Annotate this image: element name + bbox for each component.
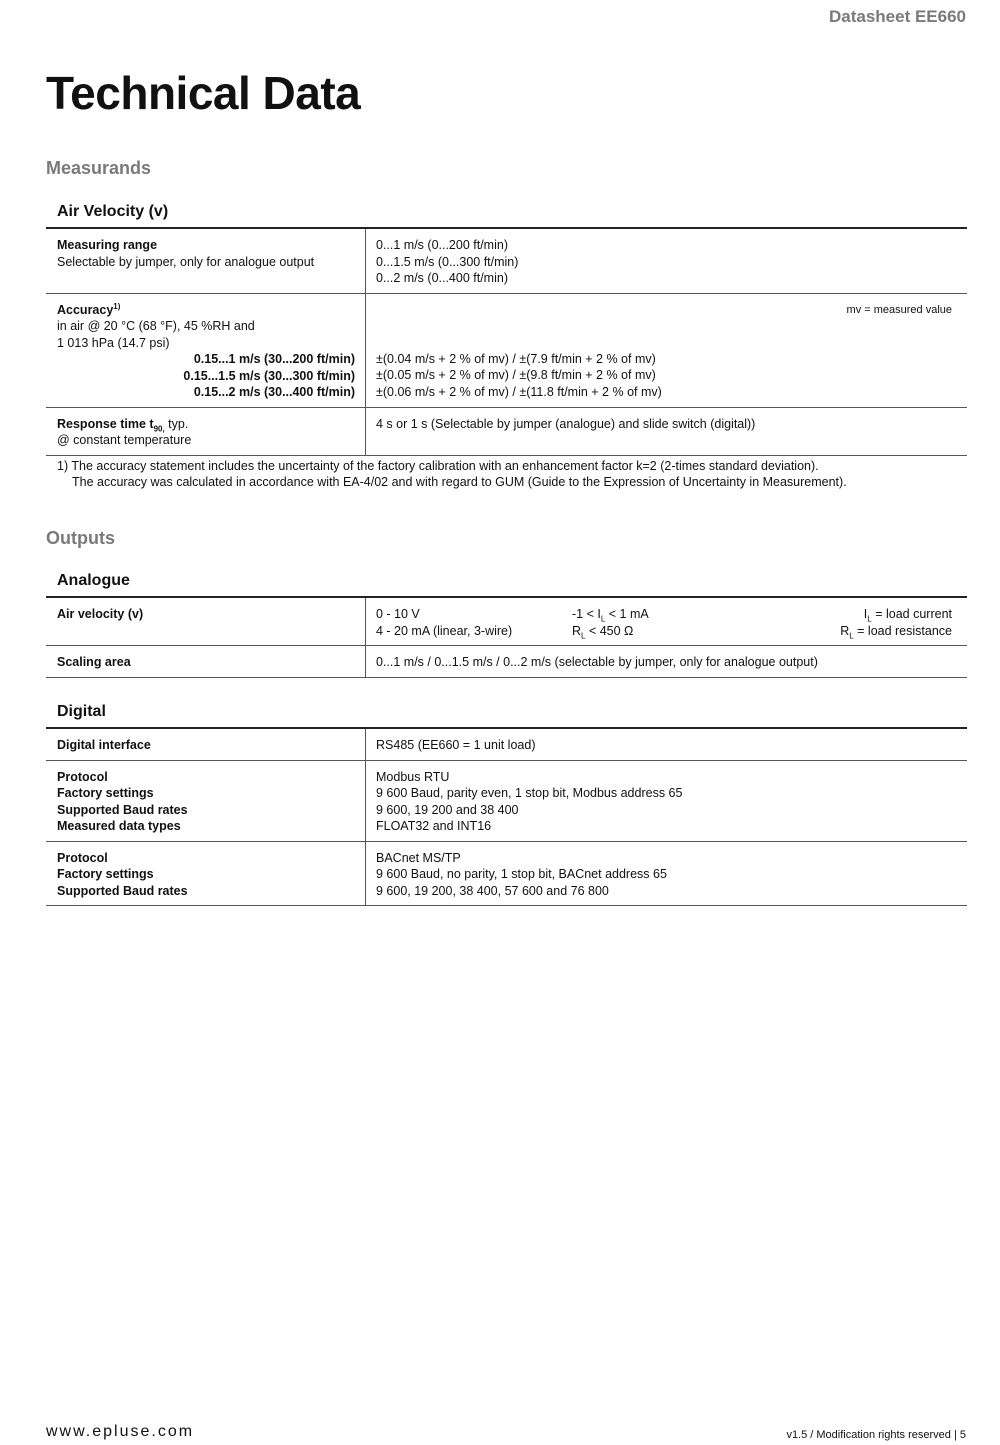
section-title-outputs: Outputs bbox=[46, 528, 115, 548]
accuracy-value: ±(0.04 m/s + 2 % of mv) / ±(7.9 ft/min + 2 % of mv) bbox=[376, 351, 656, 366]
response-time-label: Response time $t_{90,}$ typ. bbox=[57, 416, 189, 433]
load-legend: $I_L$ = load current bbox=[863, 607, 952, 624]
response-time-sublabel: @ constant temperature bbox=[57, 433, 192, 447]
measuring-range-value: 0...1.5 m/s (0...300 ft/min) bbox=[376, 254, 519, 269]
measuring-range-sublabel: Selectable by jumper, only for analogue output bbox=[57, 254, 315, 269]
accuracy-condition: in air @ 20 °C (68 °F), 45 %RH and bbox=[57, 319, 255, 333]
table-row-modbus bbox=[46, 761, 967, 842]
measuring-range-value: 0...1 m/s (0...200 ft/min) bbox=[376, 238, 508, 252]
accuracy-condition: 1 013 hPa (14.7 psi) bbox=[57, 335, 170, 350]
response-time-value: 4 s or 1 s (Selectable by jumper (analogue) and slide switch (digital)) bbox=[376, 416, 756, 431]
accuracy-range: 0.15...1.5 m/s (30...300 ft/min) bbox=[183, 368, 355, 383]
datasheet-label: Datasheet EE660 bbox=[828, 7, 966, 26]
table-row-digital-interface bbox=[46, 729, 967, 761]
footnote-line: 1) The accuracy statement includes the uncertainty of the factory calibration with an enhancement factor k=2 (2-times standard deviation). bbox=[57, 459, 819, 473]
accuracy-label: Accuracy$^{1)}$ bbox=[57, 301, 121, 317]
accuracy-value: ±(0.05 m/s + 2 % of mv) / ±(9.8 ft/min + 2 % of mv) bbox=[376, 368, 656, 382]
version-page-number: v1.5 / Modification rights reserved | 5 bbox=[786, 1429, 966, 1441]
load-limit: $-1 < I_L < 1$ mA bbox=[572, 607, 649, 624]
bacnet-label: Factory settings bbox=[57, 867, 154, 881]
modbus-value: FLOAT32 and INT16 bbox=[376, 819, 492, 833]
air-velocity-table bbox=[46, 227, 967, 456]
table-row-accuracy bbox=[46, 294, 967, 408]
modbus-label: Measured data types bbox=[57, 819, 181, 833]
modbus-value: Modbus RTU bbox=[376, 769, 450, 784]
bacnet-label: Supported Baud rates bbox=[57, 883, 188, 898]
accuracy-range: 0.15...2 m/s (30...400 ft/min) bbox=[193, 385, 355, 399]
table-row-measuring-range bbox=[46, 229, 967, 294]
load-legend: $R_L$ = load resistance bbox=[840, 623, 952, 640]
digital-table bbox=[46, 727, 967, 906]
analogue-table bbox=[46, 596, 967, 678]
subsection-title-analogue: Analogue bbox=[57, 572, 130, 589]
measuring-range-value: 0...2 m/s (0...400 ft/min) bbox=[376, 271, 508, 285]
mv-note: mv = measured value bbox=[846, 303, 952, 316]
subsection-title-digital: Digital bbox=[57, 703, 106, 720]
modbus-value: 9 600, 19 200 and 38 400 bbox=[376, 802, 519, 817]
table-row-scaling-area bbox=[46, 646, 967, 678]
accuracy-footnote bbox=[57, 459, 847, 490]
load-limit: $R_L < 450$ Ω bbox=[572, 623, 634, 640]
accuracy-range: 0.15...1 m/s (30...200 ft/min) bbox=[193, 352, 355, 366]
analogue-air-velocity-label: Air velocity (v) bbox=[57, 607, 144, 621]
accuracy-value: ±(0.06 m/s + 2 % of mv) / ±(11.8 ft/min + 2 % of mv) bbox=[376, 384, 662, 399]
table-row-bacnet bbox=[46, 842, 967, 907]
table-row-analogue-air-velocity bbox=[46, 598, 967, 646]
digital-interface-label: Digital interface bbox=[57, 738, 151, 752]
output-signal: 4 - 20 mA (linear, 3-wire) bbox=[376, 623, 513, 638]
modbus-label: Factory settings bbox=[57, 786, 154, 800]
footnote-mark: 1) bbox=[113, 301, 121, 311]
modbus-label: Supported Baud rates bbox=[57, 802, 188, 817]
scaling-area-value: 0...1 m/s / 0...1.5 m/s / 0...2 m/s (selectable by jumper, only for analogue output) bbox=[376, 655, 818, 669]
bacnet-value: 9 600 Baud, no parity, 1 stop bit, BACnet address 65 bbox=[376, 867, 667, 881]
section-title-measurands: Measurands bbox=[46, 158, 152, 178]
bacnet-value: 9 600, 19 200, 38 400, 57 600 and 76 800 bbox=[376, 883, 609, 898]
scaling-area-label: Scaling area bbox=[57, 655, 131, 669]
modbus-value: 9 600 Baud, parity even, 1 stop bit, Modbus address 65 bbox=[376, 786, 683, 800]
footnote-line: The accuracy was calculated in accordance with EA-4/02 and with regard to GUM (Guide to the Expression of Uncertainty in Measurement). bbox=[72, 474, 847, 489]
bacnet-value: BACnet MS/TP bbox=[376, 850, 461, 865]
bacnet-label: Protocol bbox=[57, 850, 108, 865]
output-signal: 0 - 10 V bbox=[376, 607, 420, 621]
table-row-response-time bbox=[46, 408, 967, 456]
website-link[interactable]: www.epluse.com bbox=[46, 1423, 195, 1440]
page-title: Technical Data bbox=[46, 67, 361, 119]
modbus-label: Protocol bbox=[57, 769, 108, 784]
subsection-title-air-velocity: Air Velocity (v) bbox=[57, 203, 169, 220]
digital-interface-value: RS485 (EE660 = 1 unit load) bbox=[376, 738, 536, 752]
measuring-range-label: Measuring range bbox=[57, 238, 158, 252]
